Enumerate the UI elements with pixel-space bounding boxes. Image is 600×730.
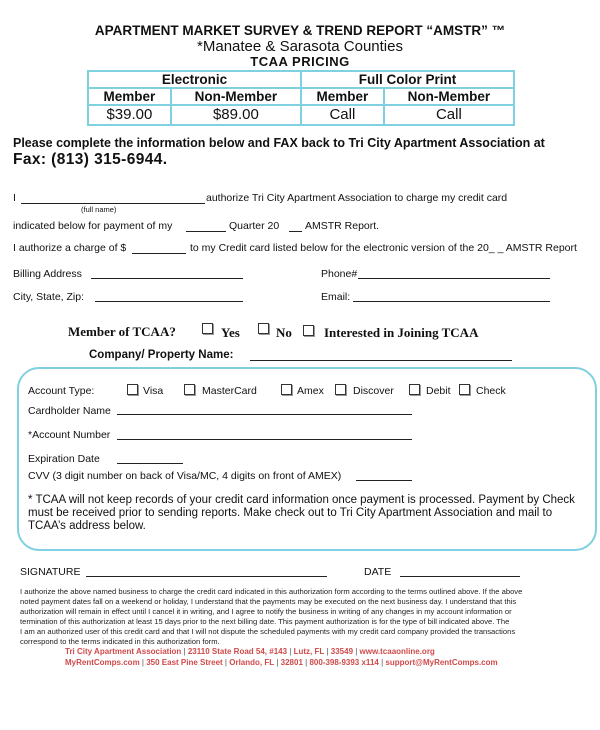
fax-instructions: Please complete the information below and FAX back to Tri City Apartment Association at xyxy=(13,136,545,150)
yes-label: Yes xyxy=(221,325,240,340)
charge-amount-field[interactable] xyxy=(132,253,186,254)
footer-website-link[interactable]: www.tcaaonline.org xyxy=(359,647,435,656)
auth-line1-suffix: authorize Tri City Apartment Association to charge my credit card xyxy=(206,192,508,204)
account-type-label: Account Type: xyxy=(28,385,95,397)
footer-org: MyRentComps.com xyxy=(65,658,140,667)
date-field[interactable] xyxy=(400,576,520,577)
pricing-group-print: Full Color Print xyxy=(301,71,514,88)
fine-print-line: authorization will remain in effect until I cancel it in writing, and I agree to notify the business in writing of any changes in my account information or xyxy=(20,607,512,616)
billing-address-label: Billing Address xyxy=(13,268,82,280)
quarter-field[interactable] xyxy=(186,231,226,232)
footer-line2: MyRentComps.com | 350 East Pine Street | Orlando, FL | 32801 | 800-398-9393 x114 | support@MyRentComps.com xyxy=(65,658,498,667)
pricing-column: Member xyxy=(88,88,171,105)
pricing-table xyxy=(87,70,515,126)
visa-label: Visa xyxy=(143,385,164,397)
year-field[interactable] xyxy=(289,231,302,232)
footer-city: Lutz, FL xyxy=(293,647,325,656)
billing-address-field[interactable] xyxy=(91,278,243,279)
full-name-caption: (full name) xyxy=(81,205,117,214)
no-checkbox[interactable] xyxy=(258,323,269,334)
mastercard-checkbox[interactable] xyxy=(184,384,195,395)
fine-print-line: I authorize the above named business to charge the credit card indicated in this authorization form according to the terms outlined above. If the above xyxy=(20,587,523,596)
auth-line3-suffix: to my Credit card listed below for the electronic version of the 20_ _ AMSTR Report xyxy=(190,242,577,254)
auth-line2-prefix: indicated below for payment of my xyxy=(13,220,173,232)
pricing-group-electronic: Electronic xyxy=(88,71,301,88)
pricing-column: Member xyxy=(301,88,384,105)
footer-line1: Tri City Apartment Association | 23110 State Road 54, #143 | Lutz, FL | 33549 | www.tcaaonline.org xyxy=(65,647,435,656)
city-state-zip-field[interactable] xyxy=(95,301,243,302)
pricing-value: Call xyxy=(301,105,384,125)
discover-label: Discover xyxy=(353,385,394,397)
fine-print-line: noted payment dates fall on a weekend or holiday, I understand that the payments may be executed on the next business day. I understand that this xyxy=(20,597,517,606)
member-question: Member of TCAA? xyxy=(68,324,176,339)
auth-line2-suffix: AMSTR Report. xyxy=(305,220,380,232)
payment-note: * TCAA will not keep records of your credit card information once payment is processed. Payment by Check must be received prior to sending reports. Make check out to Tri City Apartment Association and mail to TCAA’s address below. xyxy=(28,494,575,532)
check-label: Check xyxy=(476,385,506,397)
account-number-field[interactable] xyxy=(117,439,412,440)
fine-print-line: I am an authorized user of this credit card and that I will not dispute the scheduled payments with my credit card company provided the transactions xyxy=(20,627,516,636)
debit-checkbox[interactable] xyxy=(409,384,420,395)
yes-checkbox[interactable] xyxy=(202,323,213,334)
fine-print-line: correspond to the terms indicated in this authorization form. xyxy=(20,637,220,646)
pricing-column: Non-Member xyxy=(384,88,514,105)
date-label: DATE xyxy=(364,566,392,578)
mastercard-label: MasterCard xyxy=(202,385,257,397)
visa-checkbox[interactable] xyxy=(127,384,138,395)
cardholder-name-label: Cardholder Name xyxy=(28,405,111,417)
email-field[interactable] xyxy=(353,301,550,302)
fax-number: Fax: (813) 315-6944. xyxy=(13,151,168,168)
expiration-date-label: Expiration Date xyxy=(28,453,100,465)
account-number-label: *Account Number xyxy=(28,429,111,441)
company-field[interactable] xyxy=(250,360,512,361)
phone-field[interactable] xyxy=(358,278,550,279)
expiration-date-field[interactable] xyxy=(117,463,183,464)
footer-zip: 32801 xyxy=(280,658,303,667)
check-checkbox[interactable] xyxy=(459,384,470,395)
company-label: Company/ Property Name: xyxy=(89,349,234,361)
no-label: No xyxy=(276,325,292,340)
fine-print-line: termination of this authorization at least 15 days prior to the next billing date. This payment authorization is for the type of bill indicated above. The xyxy=(20,617,510,626)
footer-address: 23110 State Road 54, #143 xyxy=(187,647,288,656)
phone-label: Phone# xyxy=(321,268,358,280)
amex-label: Amex xyxy=(297,385,324,397)
pricing-value: $89.00 xyxy=(171,105,301,125)
cardholder-name-field[interactable] xyxy=(117,414,412,415)
report-subtitle: *Manatee & Sarasota Counties xyxy=(197,38,403,55)
city-state-zip-label: City, State, Zip: xyxy=(13,291,84,303)
footer-city: Orlando, FL xyxy=(229,658,275,667)
interested-label: Interested in Joining TCAA xyxy=(324,325,479,340)
pricing-value: $39.00 xyxy=(88,105,171,125)
footer-org: Tri City Apartment Association xyxy=(65,647,182,656)
footer-zip: 33549 xyxy=(330,647,354,656)
interested-checkbox[interactable] xyxy=(303,325,314,336)
footer-address: 350 East Pine Street xyxy=(146,658,223,667)
cvv-field[interactable] xyxy=(356,480,412,481)
footer-email-link[interactable]: support@MyRentComps.com xyxy=(385,658,498,667)
email-label: Email: xyxy=(321,291,351,303)
auth-line3-prefix: I authorize a charge of $ xyxy=(13,242,127,254)
auth-line2-quarter: Quarter 20 xyxy=(229,220,280,232)
pricing-column: Non-Member xyxy=(171,88,301,105)
pricing-value: Call xyxy=(384,105,514,125)
debit-label: Debit xyxy=(426,385,451,397)
discover-checkbox[interactable] xyxy=(335,384,346,395)
auth-line1-prefix: I xyxy=(13,192,16,204)
cvv-label: CVV (3 digit number on back of Visa/MC, 4 digits on front of AMEX) xyxy=(28,470,342,482)
signature-label: SIGNATURE xyxy=(20,566,81,578)
full-name-field[interactable] xyxy=(21,203,205,204)
report-title: APARTMENT MARKET SURVEY & TREND REPORT “AMSTR” ™ xyxy=(94,23,506,38)
signature-field[interactable] xyxy=(86,576,327,577)
pricing-heading: TCAA PRICING xyxy=(250,54,350,69)
footer-phone: 800-398-9393 x114 xyxy=(309,658,379,667)
amex-checkbox[interactable] xyxy=(281,384,292,395)
